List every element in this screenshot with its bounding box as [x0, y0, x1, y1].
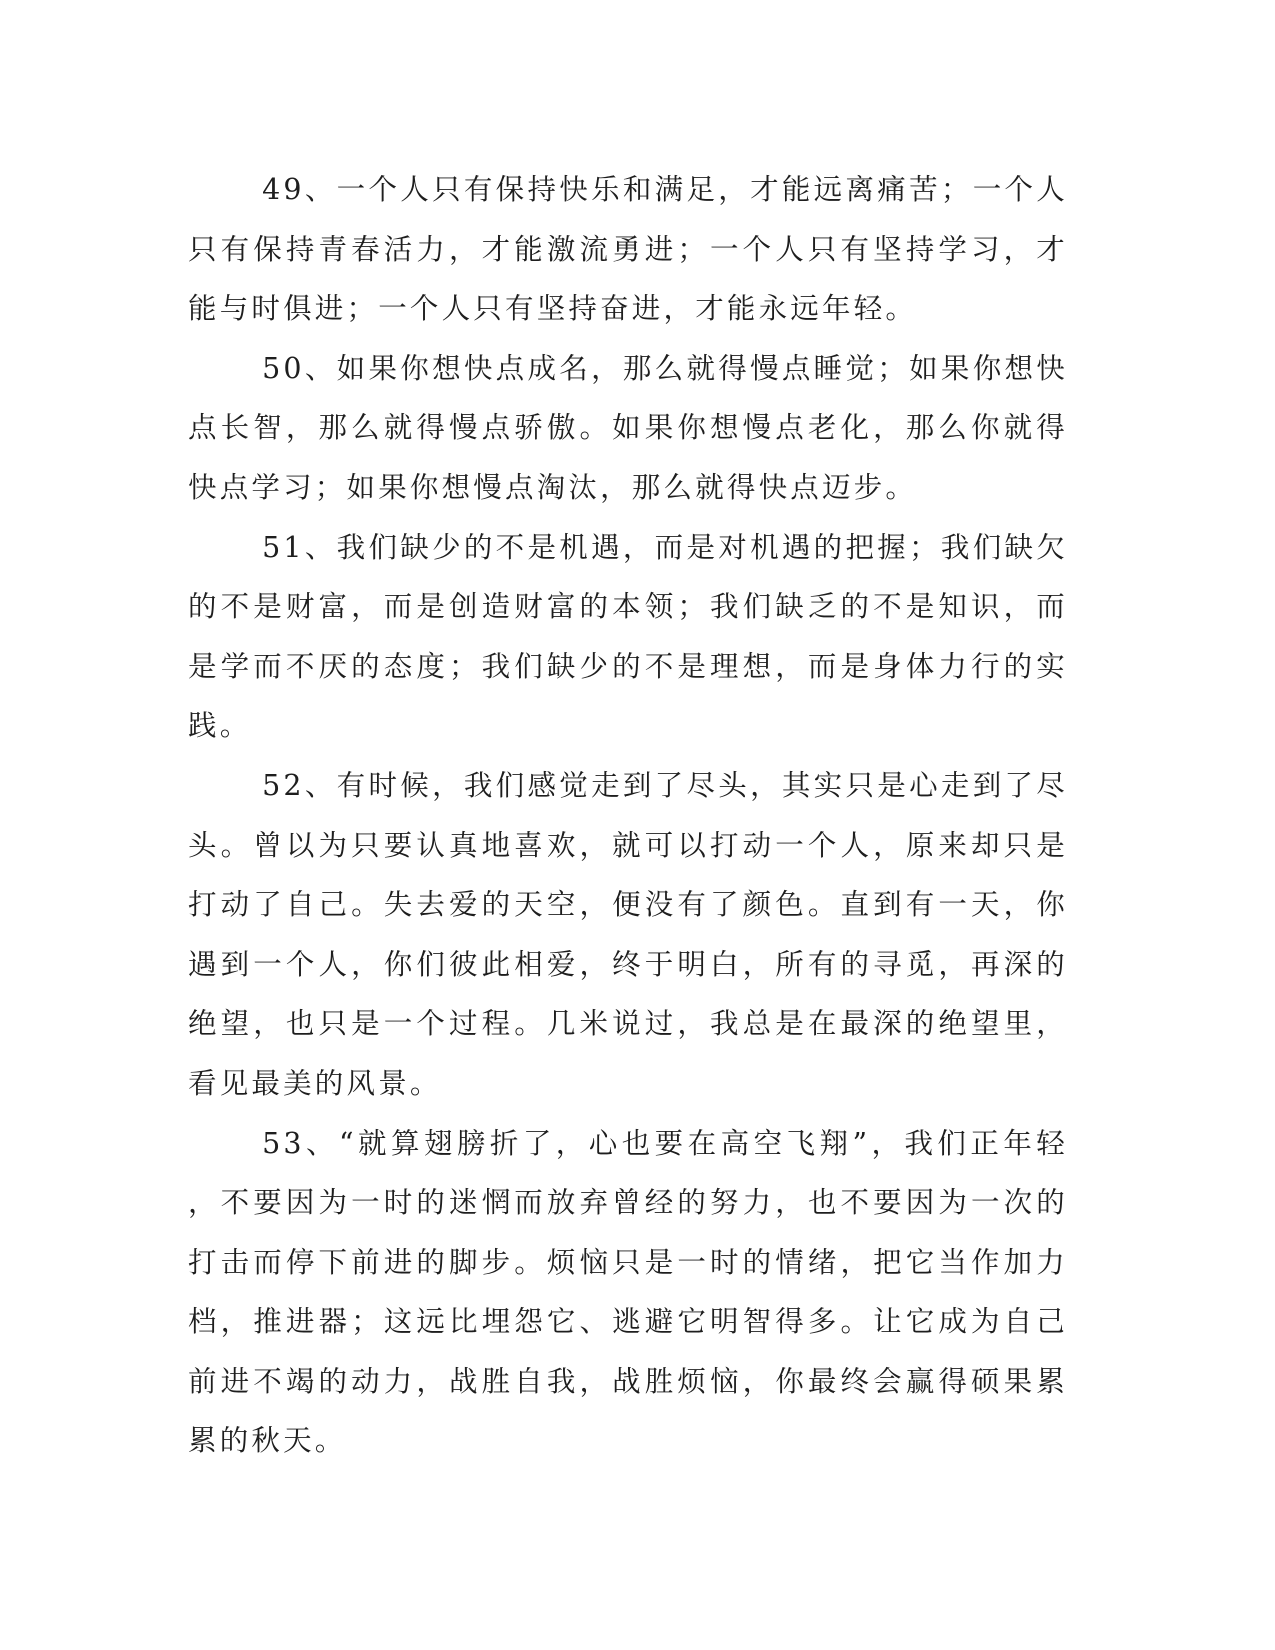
paragraph-49: 49、一个人只有保持快乐和满足，才能远离痛苦；一个人只有保持青春活力，才能激流勇进；一个人只有坚持学习，才能与时俱进；一个人只有坚持奋进，才能永远年轻。 [188, 173, 1068, 326]
paragraph-51: 51、我们缺少的不是机遇，而是对机遇的把握；我们缺欠的不是财富，而是创造财富的本领；我们缺乏的不是知识，而是学而不厌的态度；我们缺少的不是理想，而是身体力行的实践。 [188, 530, 1068, 743]
document-body [188, 160, 1068, 1471]
paragraph-52: 52、有时候，我们感觉走到了尽头，其实只是心走到了尽头。曾以为只要认真地喜欢，就可以打动一个人，原来却只是打动了自己。失去爱的天空，便没有了颜色。直到有一天，你遇到一个人，你们彼此相爱，终于明白，所有的寻觅，再深的绝望，也只是一个过程。几米说过，我总是在最深的绝望里，看见最美的风景。 [188, 768, 1068, 1100]
paragraph-50: 50、如果你想快点成名，那么就得慢点睡觉；如果你想快点长智，那么就得慢点骄傲。如果你想慢点老化，那么你就得快点学习；如果你想慢点淘汰，那么就得快点迈步。 [188, 351, 1068, 504]
paragraph-53: 53、“就算翅膀折了，心也要在高空飞翔”，我们正年轻，不要因为一时的迷惘而放弃曾经的努力，也不要因为一次的打击而停下前进的脚步。烦恼只是一时的情绪，把它当作加力档，推进器；这远比埋怨它、逃避它明智得多。让它成为自己前进不竭的动力，战胜自我，战胜烦恼，你最终会赢得硕果累累的秋天。 [188, 1126, 1068, 1458]
